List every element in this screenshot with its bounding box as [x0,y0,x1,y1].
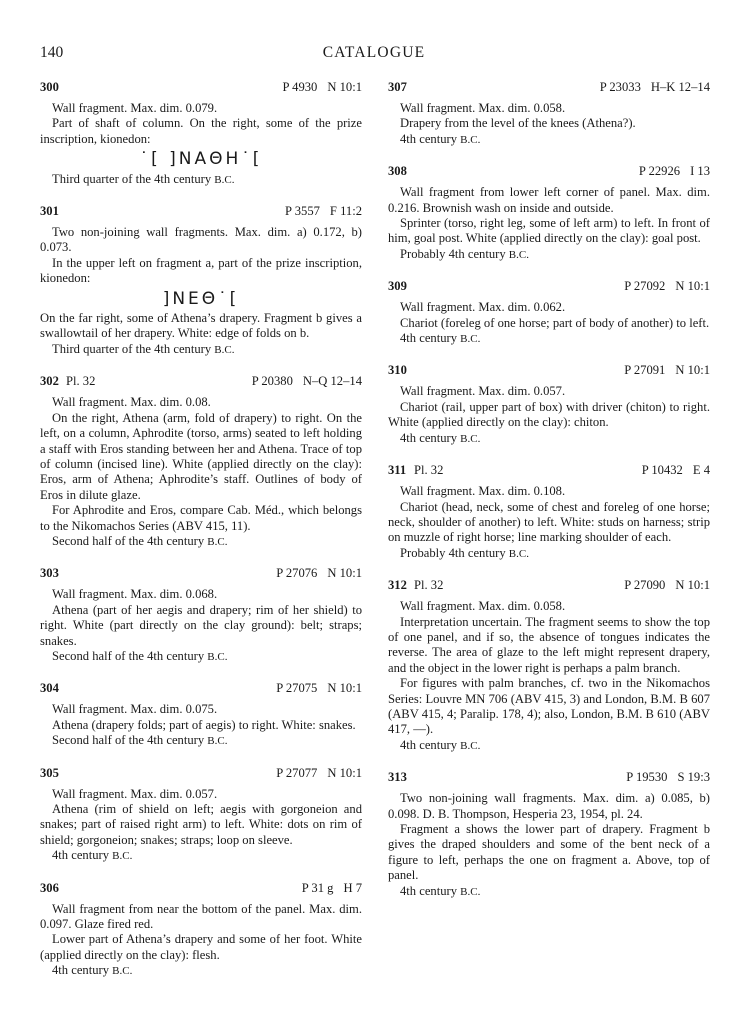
date-text: Second half of the 4th century [52,533,205,548]
find-location: N 10:1 [675,363,710,378]
page-header [0,0,748,70]
find-location: N–Q 12–14 [302,374,362,389]
entry-heading [388,80,710,96]
plate-reference: Pl. 32 [414,578,444,593]
date-era: B.C. [460,739,481,752]
catalogue-entry [40,374,362,550]
inventory-reference [282,80,362,95]
date-era: B.C. [214,173,235,186]
find-location: H–K 12–14 [650,80,710,94]
inventory-number: P 27090 [624,578,666,593]
catalogue-entry [40,881,362,980]
left-column [40,80,362,996]
inventory-number: P 31 g [301,880,334,895]
date-text: 4th century [400,331,458,346]
inventory-number: P 23033 [599,80,641,94]
entry-number: 304 [40,681,59,696]
entry-dimensions: Wall fragment. Max. dim. 0.057. [52,786,218,801]
date-text: 4th century [52,848,110,863]
entry-date [40,534,362,550]
entry-dimensions: Wall fragment. Max. dim. 0.058. [400,101,566,115]
entry-dimensions: Wall fragment. Max. dim. 0.08. [52,395,211,410]
entry-heading [388,463,710,479]
entry-number: 300 [40,80,59,94]
entry-description: Drapery from the level of the knees (Athena?). [400,116,636,131]
entry-heading [388,770,710,786]
entry-date [40,649,362,665]
inscription: ˙[ ]ΝΑΘΗ˙[ [139,149,263,170]
date-era: B.C. [460,133,481,146]
entry-dimensions: Wall fragment from near the bottom of the panel. Max. dim. 0.097. Glaze fired red. [40,901,362,932]
date-era: B.C. [112,965,133,978]
catalogue-entry [40,566,362,665]
date-era: B.C. [460,432,481,445]
catalogue-entry [388,463,710,562]
entry-date [40,342,362,358]
entry-dimensions: Wall fragment. Max. dim. 0.062. [400,300,566,315]
date-era: B.C. [207,535,228,548]
entry-number: 311 [388,463,407,478]
date-era: B.C. [508,248,529,261]
entry-description: In the upper left on fragment a, part of the prize inscription, kionedon: [40,255,362,286]
entry-description: Chariot (head, neck, some of chest and foreleg of one horse; neck, shoulder of another) to left. White: studs on harness; strip on muzzle of right horse; line marking shoulder of each. [388,499,710,545]
entry-dimensions: Two non-joining wall fragments. Max. dim. a) 0.085, b) 0.098. D. B. Thompson, Hesperia 23, 1954, pl. 24. [388,791,710,821]
entry-heading [40,374,362,390]
entry-dimensions: Wall fragment. Max. dim. 0.079. [52,101,218,115]
inventory-number: P 4930 [282,80,318,94]
inventory-number: P 27075 [276,681,318,696]
entry-description: Interpretation uncertain. The fragment seems to show the top of one panel, and if so, the absence of tongues indicates the reverse. The area of glaze to the left might represent drapery, and the object in the lower right is perhaps a palm branch. [388,614,710,675]
inventory-reference [624,578,710,593]
entry-description: Sprinter (torso, right leg, some of left arm) to left. In front of him, goal post. White (applied directly on the clay): goal post. [388,216,710,246]
entry-date [40,172,362,188]
find-location: N 10:1 [675,279,710,294]
date-era: B.C. [460,333,481,346]
entry-dimensions: Wall fragment. Max. dim. 0.058. [400,599,566,614]
inventory-reference [252,374,362,389]
entry-number: 312 [388,578,407,593]
find-location: N 10:1 [327,80,362,94]
entry-dimensions: Wall fragment. Max. dim. 0.075. [52,702,218,717]
entry-description: Chariot (foreleg of one horse; part of body of another) to left. [400,315,710,330]
inventory-reference [600,80,710,95]
find-location: S 19:3 [677,770,710,785]
catalogue-entry [388,80,710,148]
date-era: B.C. [214,343,235,356]
date-text: 4th century [400,131,458,146]
right-column [388,80,710,916]
inventory-reference [626,770,710,785]
find-location: N 10:1 [327,765,362,780]
catalogue-entry [388,164,710,263]
find-location: E 4 [692,463,710,478]
entry-comparison: For figures with palm branches, cf. two in the Nikomachos Series: Louvre MN 706 (ABV 415, 3) and London, B.M. B 607 (ABV 415, 4; Paralip. 178, 4); also, London, B.M. B 610 (ABV 417, —). [388,676,710,737]
entry-date [388,738,710,754]
entry-heading [388,363,710,379]
entry-dimensions: Wall fragment. Max. dim. 0.057. [400,384,566,399]
entry-number: 301 [40,204,59,219]
inventory-reference [624,363,710,378]
inventory-number: P 27077 [276,765,318,780]
inscription: ]ΝΕΘ˙[ [162,288,240,309]
entry-date [388,884,710,900]
entry-number: 303 [40,566,59,581]
entry-description: On the right, Athena (arm, fold of drapery) to right. On the left, on a column, Aphrodite (torso, arms) seated to left holding a staff with Eros standing between her and Athena. Trace of top of column (incised line). White (applied directly on the clay): Eros, arm of Athena; Aphrodite’s staff. Outlines of body of Eros in dilute glaze. [40,410,362,502]
page-number: 140 [40,44,64,61]
entry-heading [40,80,362,96]
inventory-number: P 19530 [626,770,668,785]
inventory-reference [276,681,362,696]
inventory-reference [639,164,710,179]
running-title: CATALOGUE [322,44,426,61]
entry-description: Athena (rim of shield on left; aegis with gorgoneion and snakes; part of raised right arm) to left. White: dots on rim of shield; gorgoneion; snakes; straps; loop on sleeve. [40,802,362,847]
entry-description: Part of shaft of column. On the right, some of the prize inscription, kionedon: [40,116,362,146]
inventory-reference [642,463,710,478]
date-era: B.C. [508,547,529,560]
entry-description: Lower part of Athena’s drapery and some of her foot. White (applied directly on the clay): flesh. [40,932,362,962]
inventory-number: P 10432 [641,463,683,478]
catalogue-entry [40,204,362,358]
entry-number: 305 [40,765,59,780]
inventory-number: P 27076 [276,566,318,581]
date-text: Probably 4th century [400,545,506,560]
entry-heading [388,164,710,180]
entry-description: Athena (drapery folds; part of aegis) to right. White: snakes. [52,717,356,732]
entry-date [388,331,710,347]
entry-description-continued: On the far right, some of Athena’s drapery. Fragment b gives a swallowtail of her drapery. White: edge of folds on b. [40,311,362,341]
entry-number: 310 [388,363,407,378]
catalogue-entry [388,770,710,900]
inventory-number: P 22926 [638,164,681,179]
entry-date [388,247,710,263]
entry-number: 302 [40,374,59,389]
inventory-number: P 27092 [624,279,666,294]
entry-number: 307 [388,80,407,94]
entry-date [40,963,362,979]
entry-heading [40,881,362,897]
entry-description: Fragment a shows the lower part of drapery. Fragment b gives the draped shoulders and some of the bent neck of a figure to left, perhaps the one on fragment a. Above, top of panel. [388,822,710,883]
plate-reference: Pl. 32 [414,463,444,478]
date-text: 4th century [400,430,458,445]
plate-reference: Pl. 32 [66,374,96,389]
entry-date [388,132,710,148]
entry-number: 313 [388,770,407,785]
date-era: B.C. [460,885,481,898]
entry-date [388,546,710,562]
entry-date [388,431,710,447]
catalogue-entry [40,681,362,749]
find-location: H 7 [343,880,362,895]
entry-description: Chariot (rail, upper part of box) with driver (chiton) to right. White (applied directly on the clay): chiton. [388,399,710,430]
entry-number: 306 [40,880,59,895]
entry-date [40,733,362,749]
inventory-reference [302,881,362,896]
entry-heading [388,578,710,594]
inventory-reference [276,566,362,581]
find-location: F 11:2 [329,204,362,219]
date-text: 4th century [400,883,458,898]
date-text: 4th century [400,737,458,752]
find-location: N 10:1 [675,578,710,593]
entry-heading [40,681,362,697]
catalogue-entry [388,578,710,754]
catalogue-entry [40,766,362,865]
inventory-number: P 3557 [285,204,320,219]
entry-heading [40,766,362,782]
entry-dimensions: Wall fragment. Max. dim. 0.108. [400,484,566,499]
find-location: N 10:1 [327,566,362,581]
inventory-number: P 20380 [251,374,293,389]
inventory-reference [276,766,362,781]
catalogue-entry [388,363,710,447]
date-text: Second half of the 4th century [52,648,205,663]
catalogue-entry [40,80,362,188]
entry-heading [40,566,362,582]
date-text: Third quarter of the 4th century [52,171,212,186]
entry-comparison: For Aphrodite and Eros, compare Cab. Méd., which belongs to the Nikomachos Series (ABV 415, 11). [40,503,362,533]
date-text: Probably 4th century [400,246,506,261]
entry-dimensions: Wall fragment from lower left corner of panel. Max. dim. 0.216. Brownish wash on inside and outside. [388,185,710,215]
date-era: B.C. [207,650,228,663]
entry-description: Athena (part of her aegis and drapery; rim of her shield) to right. White (part directly on the clay ground): belt; straps; snakes. [40,602,362,648]
catalogue-entry [388,279,710,347]
find-location: N 10:1 [327,681,362,696]
entry-dimensions: Two non-joining wall fragments. Max. dim. a) 0.172, b) 0.073. [40,225,362,255]
entry-date [40,848,362,864]
inventory-reference [285,204,362,219]
entry-number: 308 [388,164,407,179]
date-text: Second half of the 4th century [52,733,205,748]
date-era: B.C. [207,735,228,748]
date-text: 4th century [52,963,110,978]
inventory-number: P 27091 [624,363,666,378]
entry-heading [40,204,362,220]
entry-dimensions: Wall fragment. Max. dim. 0.068. [52,587,218,602]
find-location: I 13 [690,164,710,179]
entry-number: 309 [388,279,407,294]
date-era: B.C. [112,850,133,863]
date-text: Third quarter of the 4th century [52,341,212,356]
entry-heading [388,279,710,295]
inventory-reference [624,279,710,294]
